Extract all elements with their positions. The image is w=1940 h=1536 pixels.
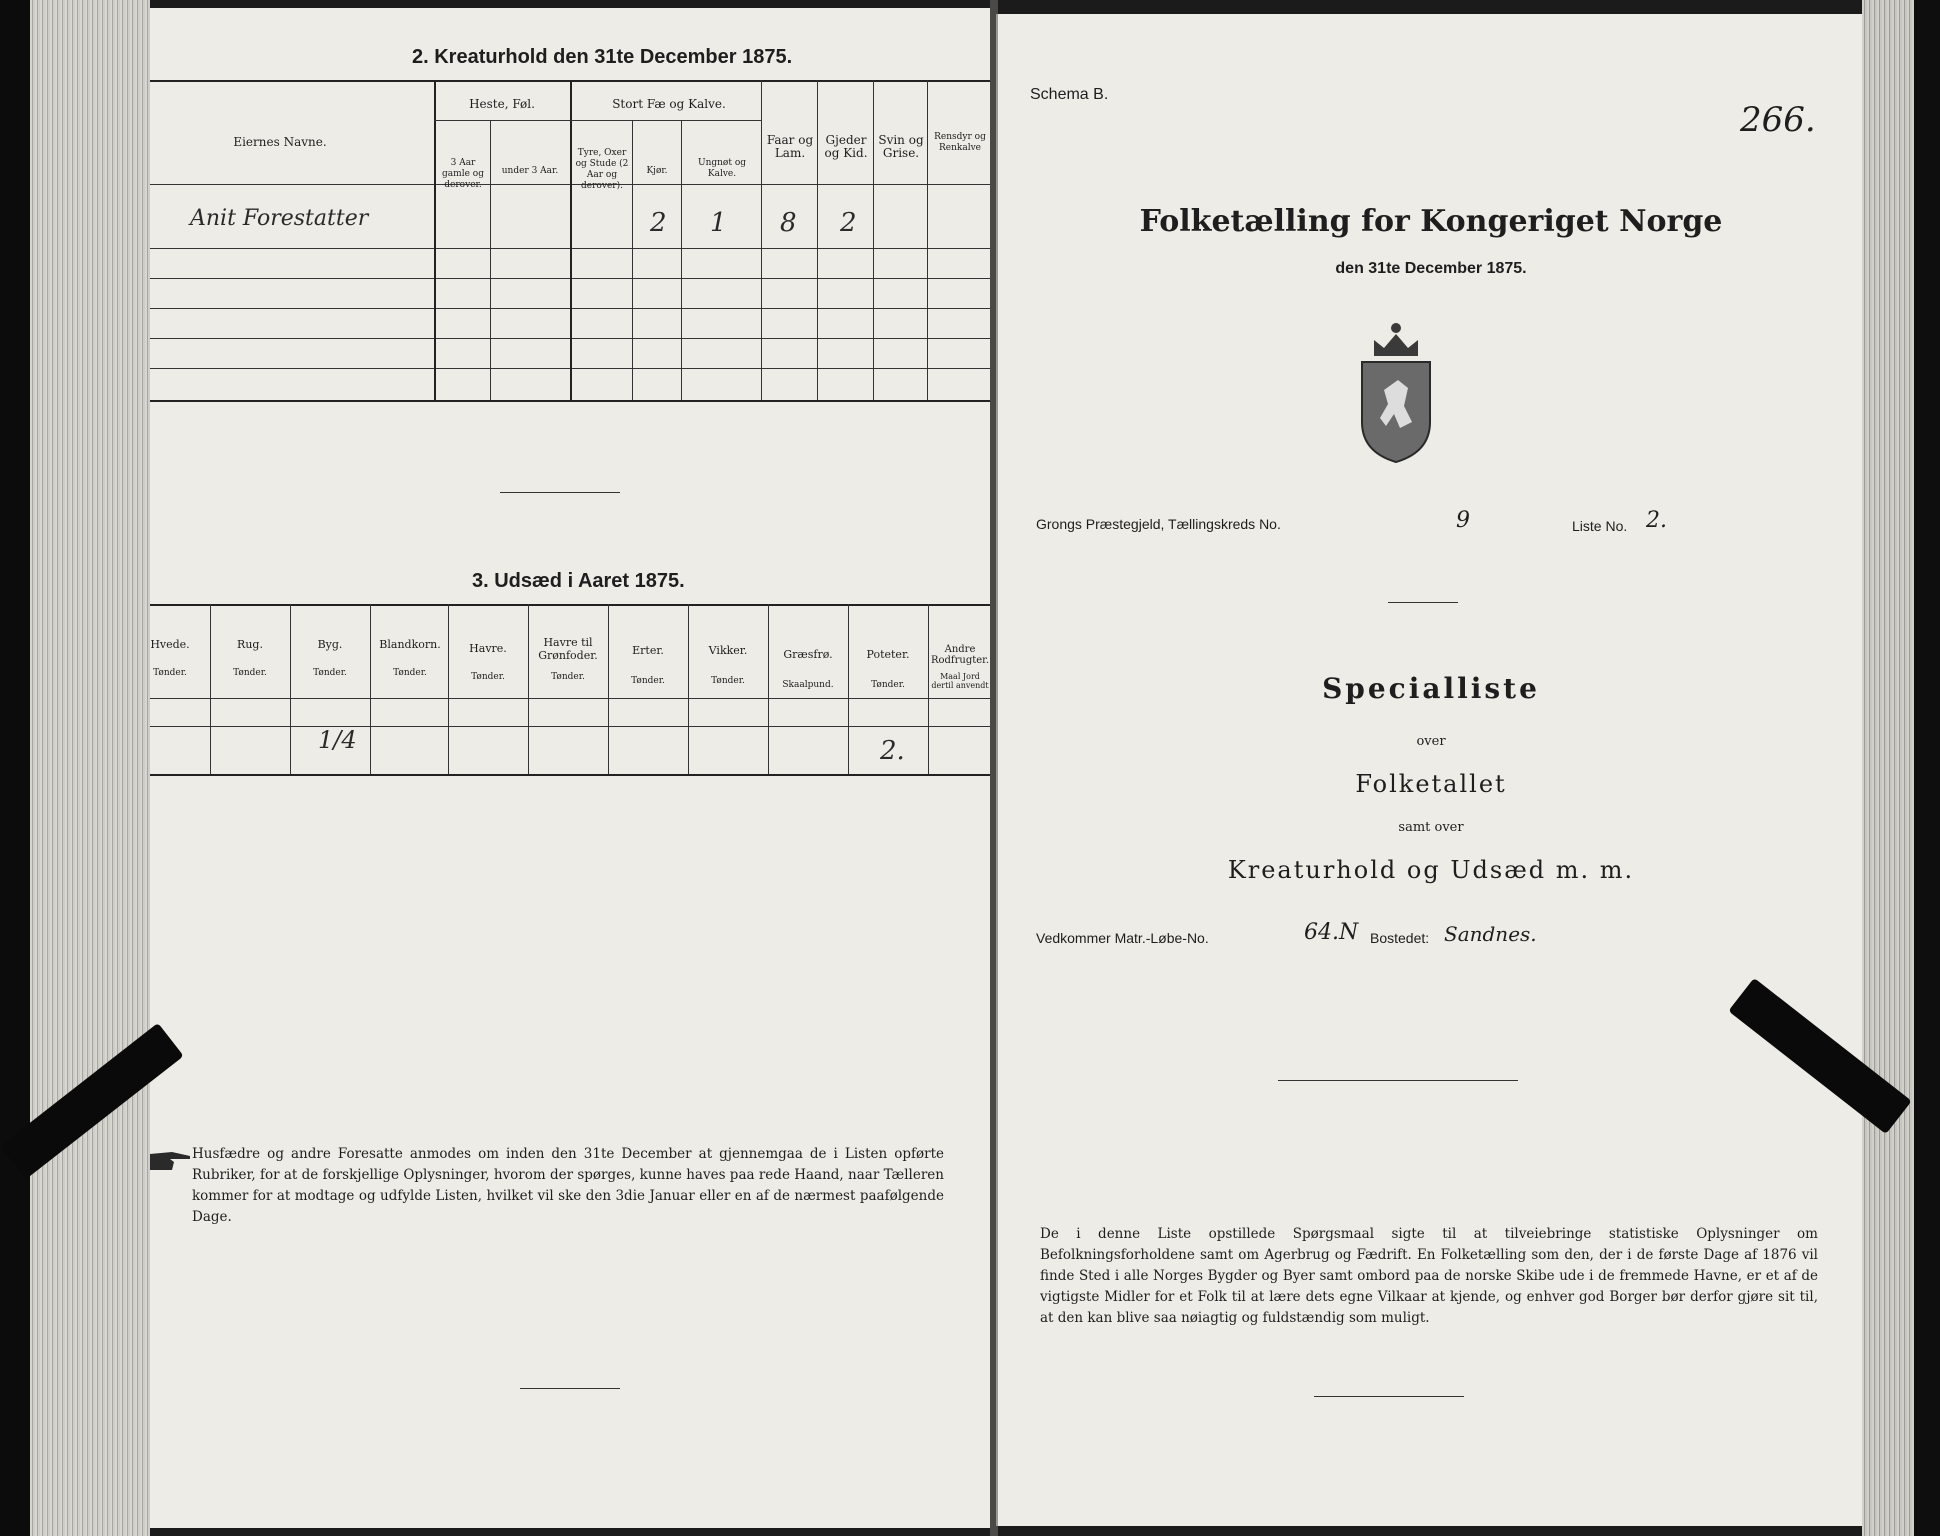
- cows-value: 2: [650, 208, 667, 238]
- table2-col-divider: [490, 120, 491, 400]
- table2-subheader-rule: [434, 120, 761, 121]
- header-horses-young: under 3 Aar.: [501, 166, 559, 176]
- sown-havre-gronfoder-label: Havre til Grønfoder.: [538, 636, 598, 662]
- table3-col-divider: [768, 604, 769, 774]
- table2-col-divider: [927, 80, 928, 400]
- table2-col-divider: [761, 80, 762, 400]
- header-young-cattle: Ungnøt og Kalve.: [697, 158, 746, 179]
- kreaturhold-text: Kreaturhold og Udsæd m. m.: [1227, 856, 1635, 884]
- parish-line: [1036, 516, 1281, 532]
- page-number: 266.: [1740, 100, 1816, 140]
- young-cattle-value: 1: [710, 208, 727, 238]
- sown-vikker-label: Vikker.: [708, 644, 748, 657]
- district-value: 9: [1456, 508, 1470, 533]
- table3-bottom-rule: [150, 774, 992, 776]
- table2-col-divider: [434, 80, 436, 400]
- census-date: den 31te December 1875.: [1335, 260, 1527, 277]
- list-value: 2.: [1646, 508, 1667, 533]
- separator-rule: [500, 492, 620, 493]
- table3-row-rule: [150, 726, 992, 727]
- page-edges-left: [30, 0, 150, 1536]
- table3-col-divider: [290, 604, 291, 774]
- sown-grasfro-label: Græsfrø.: [783, 648, 833, 661]
- list-label: Liste No.: [1572, 518, 1628, 534]
- book-spine-right: [1914, 0, 1940, 1536]
- sown-poteter-unit: Tønder.: [871, 680, 905, 690]
- census-title: Folketælling for Kongeriget Norge: [1139, 204, 1723, 239]
- table3-col-divider: [448, 604, 449, 774]
- table2-col-divider: [570, 80, 572, 400]
- separator-rule: [1278, 1080, 1518, 1081]
- header-goats: Gjeder og Kid.: [824, 133, 868, 160]
- page-edges-right: [1862, 0, 1914, 1536]
- owner-name: Anit Forestatter: [190, 206, 369, 231]
- poteter-value: 2.: [880, 736, 905, 766]
- sown-andre-label: Andre Rodfrugter.: [930, 644, 990, 666]
- sown-havre-gronfoder-unit: Tønder.: [551, 672, 585, 682]
- sown-blandkorn-unit: Tønder.: [393, 668, 427, 678]
- goats-value: 2: [840, 208, 857, 238]
- table3-col-divider: [210, 604, 211, 774]
- sown-erter-label: Erter.: [632, 644, 664, 657]
- folketallet-text: Folketallet: [1355, 770, 1507, 798]
- section3-title: 3. Udsæd i Aaret 1875.: [472, 570, 685, 592]
- samt-over-text: samt over: [1398, 820, 1464, 835]
- footnote-text: De i denne Liste opstillede Spørgsmaal sigte til at tilveiebringe statistiske Oplysninger om Befolkningsforholdene samt om Agerbrug og Fædrift. En Folketælling som den, der i de første Dage af 1876 vil finde Sted i alle Norges Bygder og Byer samt ombord paa de norske Skibe ude i de fremmede Havne, er et af de vigtigste Midler for et Folk til at lære dets egne Vilkaar at kjende, og enhver god Borger bør derfor gjøre sit til, at den kan blive saa nøiagtig og fuldstændig som muligt.: [1040, 1226, 1818, 1326]
- sown-hvede-label: Hvede.: [150, 638, 190, 651]
- sown-havre-label: Havre.: [469, 642, 507, 655]
- district-label: Tællingskreds No.: [1168, 516, 1281, 532]
- right-page: [996, 14, 1864, 1526]
- matr-label: Vedkommer Matr.-Løbe-No.: [1036, 930, 1209, 946]
- bosted-value: Sandnes.: [1444, 922, 1537, 946]
- sown-erter-unit: Tønder.: [631, 676, 665, 686]
- table3-col-divider: [928, 604, 929, 774]
- sown-byg-label: Byg.: [317, 638, 343, 651]
- header-cows: Kjør.: [646, 166, 668, 176]
- header-bulls: Tyre, Oxer og Stude (2 Aar og derover).: [575, 148, 629, 191]
- schema-label: Schema B.: [1030, 86, 1109, 103]
- sown-rug-unit: Tønder.: [233, 668, 267, 678]
- matr-value: 64.N: [1304, 920, 1359, 945]
- over-text: over: [1416, 734, 1446, 749]
- table3-col-divider: [528, 604, 529, 774]
- bosted-label: Bostedet:: [1370, 930, 1430, 946]
- table3-col-divider: [370, 604, 371, 774]
- sown-byg-unit: Tønder.: [313, 668, 347, 678]
- end-rule-left: [520, 1388, 620, 1389]
- sown-havre-unit: Tønder.: [471, 672, 505, 682]
- table3-top-rule: [150, 604, 992, 606]
- sheep-value: 8: [780, 208, 797, 238]
- sown-blandkorn-label: Blandkorn.: [379, 638, 441, 651]
- sown-grasfro-unit: Skaalpund.: [782, 680, 834, 690]
- table2-col-divider: [817, 80, 818, 400]
- book-spine-left: [0, 0, 30, 1536]
- sown-vikker-unit: Tønder.: [711, 676, 745, 686]
- separator-rule: [1388, 602, 1458, 603]
- header-owners: Eiernes Navne.: [233, 135, 327, 149]
- header-horses: Heste, Føl.: [469, 97, 535, 111]
- header-pigs: Svin og Grise.: [878, 133, 924, 160]
- sown-poteter-label: Poteter.: [866, 648, 910, 661]
- table3-col-divider: [688, 604, 689, 774]
- table2-col-divider: [632, 120, 633, 400]
- end-rule-right: [1314, 1396, 1464, 1397]
- table2-bottom-rule: [150, 400, 992, 402]
- table3-col-divider: [608, 604, 609, 774]
- left-page: [150, 8, 994, 1528]
- header-reindeer: Rensdyr og Renkalve: [934, 132, 986, 153]
- header-sheep: Faar og Lam.: [766, 133, 814, 160]
- section2-title: 2. Kreaturhold den 31te December 1875.: [412, 46, 793, 68]
- table3-col-divider: [848, 604, 849, 774]
- table2-col-divider: [873, 80, 874, 400]
- table2-col-divider: [681, 120, 682, 400]
- specialliste-heading: Specialliste: [1322, 672, 1540, 705]
- sown-rug-label: Rug.: [237, 638, 263, 651]
- byg-value: 1/4: [318, 726, 357, 754]
- table3-header-rule: [150, 698, 992, 699]
- parish-name: Grongs Præstegjeld,: [1036, 516, 1165, 532]
- header-horses-old: 3 Aar gamle og derover.: [442, 158, 484, 190]
- sown-hvede-unit: Tønder.: [153, 668, 187, 678]
- header-cattle: Stort Fæ og Kalve.: [612, 97, 726, 111]
- notice-text: Husfædre og andre Foresatte anmodes om inden den 31te December at gjennemgaa de i Listen opførte Rubriker, for at de forskjellige Oplysninger, hvorom der spørges, kunne haves paa rede Haand, naar Tælleren kommer for at modtage og udfylde Listen, hvilket vil ske den 3die Januar eller en af de nærmest paafølgende Dage.: [192, 1146, 944, 1225]
- coat-of-arms-icon: [1354, 310, 1438, 466]
- sown-andre-unit: Maal Jord dertil anvendt: [931, 672, 989, 690]
- pointing-hand-icon: [150, 1144, 192, 1176]
